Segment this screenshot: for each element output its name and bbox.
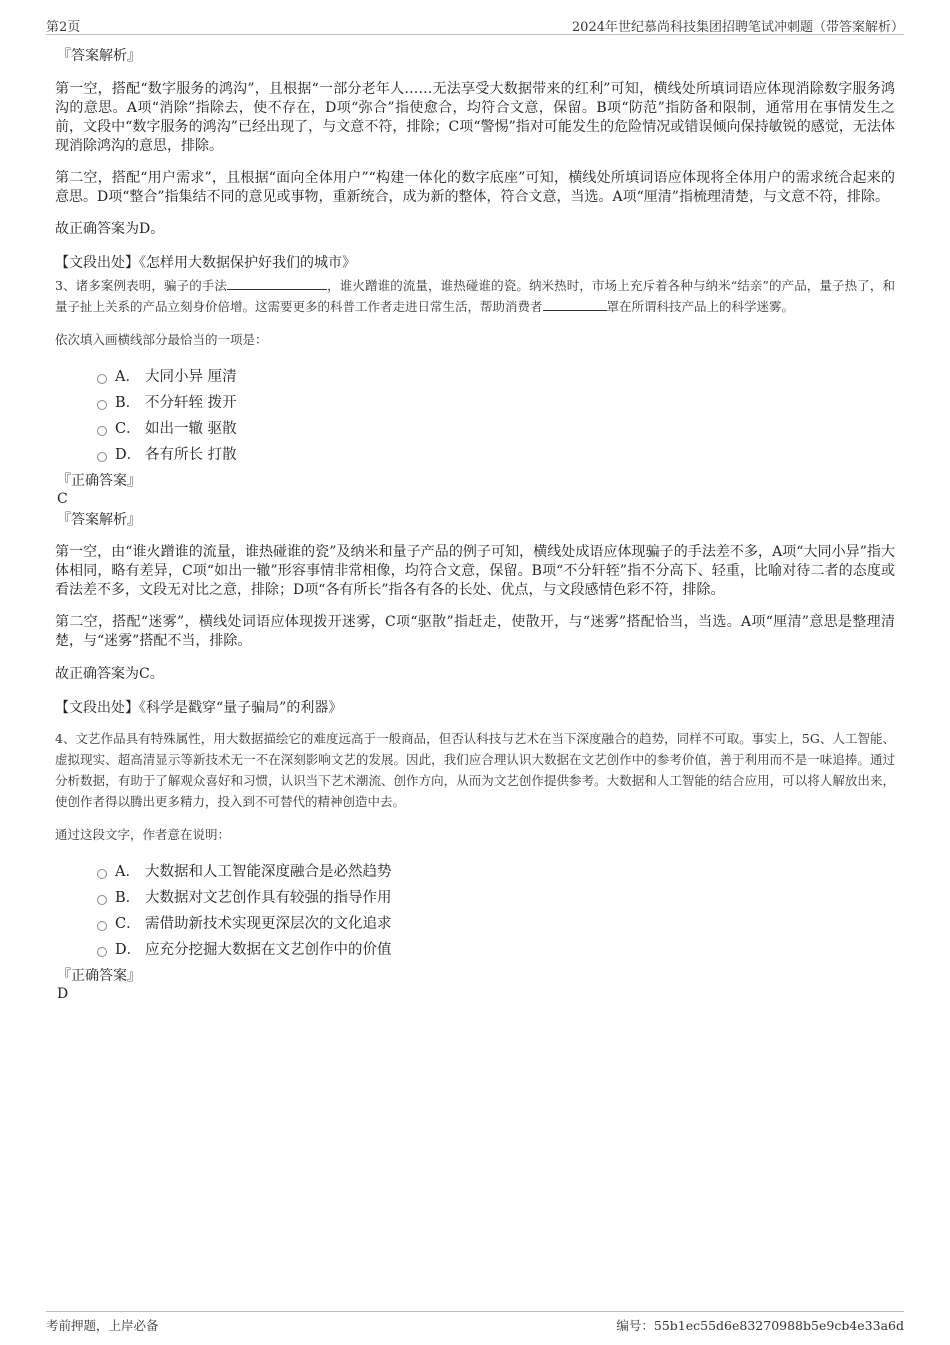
radio-icon[interactable]: [97, 869, 107, 879]
q3-options: [55, 364, 895, 468]
q2-conclusion: 故正确答案为D。: [55, 221, 165, 237]
q4-option-a[interactable]: A． 大数据和人工智能深度融合是必然趋势: [55, 859, 895, 885]
q3-option-a[interactable]: A． 大同小异 厘清: [55, 364, 895, 390]
q4-stem: 4、文艺作品具有特殊属性，用大数据描绘它的难度远高于一般商品，但否认科技与艺术在当下深度融合的趋势，同样不可取。事实上，5G、人工智能、虚拟现实、超高清显示等新技术无一不在深刻影响文艺的发展。因此，我们应合理认识大数据在文艺创作中的参考价值，善于利用而不是一味追捧。通过分析数据，有助于了解观众喜好和习惯，认识当下艺术潮流、创作方向，从而为文艺创作提供参考。大数据和人工智能的结合应用，可以将人解放出来，使创作者得以腾出更多精力，投入到不可替代的精神创造中去。: [55, 731, 895, 809]
q2-analysis-label: 『答案解析』: [57, 48, 141, 64]
q3-option-b[interactable]: B． 不分轩轾 拨开: [55, 390, 895, 416]
q4-option-d[interactable]: D． 应充分挖掘大数据在文艺创作中的价值: [55, 937, 895, 963]
radio-icon[interactable]: [97, 947, 107, 957]
q2-source: 【文段出处】《怎样用大数据保护好我们的城市》: [55, 255, 356, 271]
q2-analysis-paragraph-1: 第一空，搭配“数字服务的鸿沟”，且根据“一部分老年人……无法享受大数据带来的红利”可知，横线处所填词语应体现消除数字服务鸿沟的意思。A项“消除”指除去，使不存在，D项“弥合”指使愈合，均符合文意，保留。B项“防范”指防备和限制，通常用在事情发生之前，文段中“数字服务的鸿沟”已经出现了，与文意不符，排除；C项“警惕”指对可能发生的危险情况或错误倾向保持敏锐的感觉，无法体现消除鸿沟的意思，排除。: [55, 81, 895, 154]
page-header: [46, 14, 904, 35]
radio-icon[interactable]: [97, 400, 107, 410]
q2-analysis-paragraph-2: 第二空，搭配“用户需求”，且根据“面向全体用户”“构建一体化的数字底座”可知，横线处所填词语应体现将全体用户的需求统合起来的意思。D项“整合”指集结不同的意见或事物，重新统合，成为新的整体，符合文意，当选。A项“厘清”指梳理清楚，与文意不符，排除。: [55, 170, 895, 205]
document-title: 2024年世纪慕尚科技集团招聘笔试冲刺题（带答案解析）: [571, 20, 904, 35]
q3-option-d[interactable]: D． 各有所长 打散: [55, 442, 895, 468]
page-number: 第2页: [46, 20, 81, 35]
blank-2: [543, 297, 607, 311]
page-footer: [46, 1311, 904, 1334]
q4-options: [55, 859, 895, 963]
radio-icon[interactable]: [97, 374, 107, 384]
radio-icon[interactable]: [97, 921, 107, 931]
q4-correct-answer: D: [57, 986, 69, 1002]
q4-option-b[interactable]: B． 大数据对文艺创作具有较强的指导作用: [55, 885, 895, 911]
radio-icon[interactable]: [97, 426, 107, 436]
q3-correct-answer: C: [57, 491, 68, 507]
page-content: [55, 46, 895, 1003]
q3-correct-label: 『正确答案』: [57, 473, 141, 489]
q4-correct-label: 『正确答案』: [57, 968, 141, 984]
q3-option-c[interactable]: C． 如出一辙 驱散: [55, 416, 895, 442]
document-id: 编号：55b1ec55d6e83270988b5e9cb4e33a6d: [616, 1318, 904, 1333]
q3-analysis-paragraph-1: 第一空，由“谁火蹭谁的流量，谁热碰谁的瓷”及纳米和量子产品的例子可知，横线处成语应体现骗子的手法差不多，A项“大同小异”指大体相同，略有差异，C项“如出一辙”形容事情非常相像，均符合文意，保留。B项“不分轩轾”指不分高下、轻重，比喻对待二者的态度或看法差不多，文段无对比之意，排除；D项“各有所长”指各有各的长处、优点，与文段感情色彩不符，排除。: [55, 544, 895, 598]
q3-stem: 3、诸多案例表明，骗子的手法 ，谁火蹭谁的流量，谁热碰谁的瓷。纳米热时，市场上充斥着各种与纳米“结亲”的产品，量子热了，和量子扯上关系的产品立刻身价倍增。这需要更多的科普工作者走进日常生活，帮助消费者 罩在所谓科技产品上的科学迷雾。: [55, 278, 895, 314]
q3-analysis-label: 『答案解析』: [57, 512, 141, 528]
q3-prompt: 依次填入画横线部分最恰当的一项是：: [55, 332, 268, 347]
radio-icon[interactable]: [97, 452, 107, 462]
blank-1: [227, 276, 327, 290]
footer-slogan: 考前押题，上岸必备: [46, 1318, 159, 1333]
radio-icon[interactable]: [97, 895, 107, 905]
q3-conclusion: 故正确答案为C。: [55, 666, 164, 682]
q4-option-c[interactable]: C． 需借助新技术实现更深层次的文化追求: [55, 911, 895, 937]
q4-prompt: 通过这段文字，作者意在说明：: [55, 827, 231, 842]
q3-analysis-paragraph-2: 第二空，搭配“迷雾”，横线处词语应体现拨开迷雾，C项“驱散”指赶走，使散开，与“迷雾”搭配恰当，当选。A项“厘清”意思是整理清楚，与“迷雾”搭配不当，排除。: [55, 614, 895, 649]
q3-source: 【文段出处】《科学是戳穿“量子骗局”的利器》: [55, 700, 343, 716]
